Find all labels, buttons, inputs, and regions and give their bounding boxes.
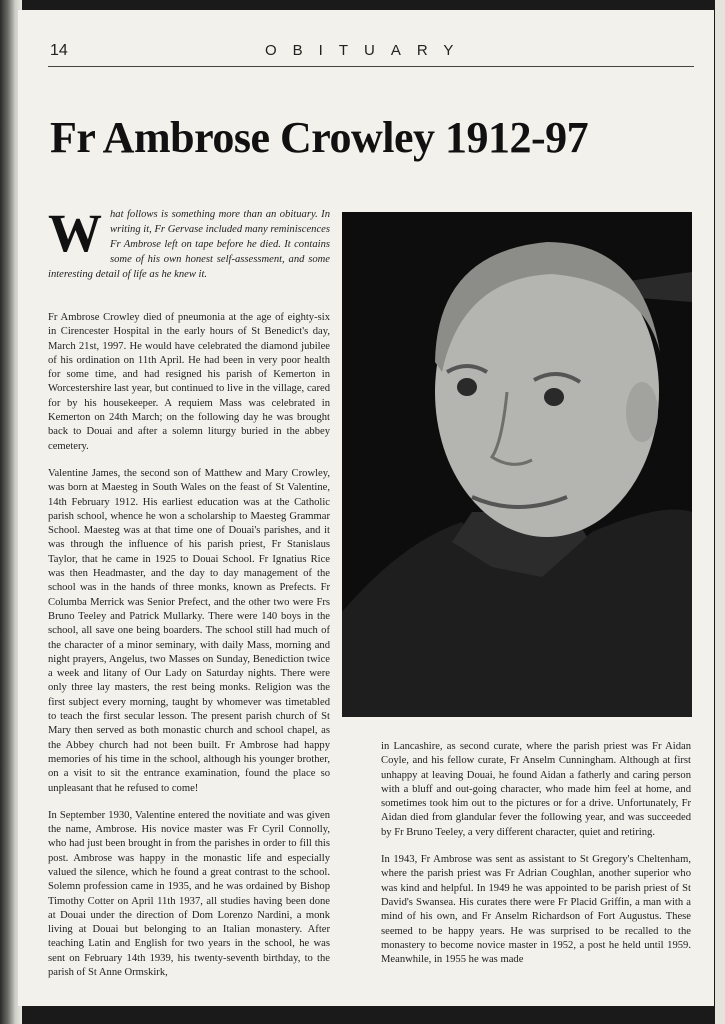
article-title: Fr Ambrose Crowley 1912-97: [50, 113, 589, 162]
column-right: [381, 740, 691, 980]
paragraph-cheltenham: In 1943, Fr Ambrose was sent as assistant to St Gregory's Cheltenham, where the parish priest was Fr Adrian Coughlan, another superior who was kind and helpful. In 1949 he was appointed to be parish priest of St David's Swansea. His curates there were Fr Placid Griffin, a man with a mind of his own, and Fr Anselm Richardson of Fort Augustus. These seemed to be happy years. He was surprised to be recalled to the monastery to become novice master in 1952, a post he held until 1959. Meanwhile, in 1955 he was made: [381, 854, 691, 966]
header-rule: [48, 66, 694, 67]
paragraph-death: Fr Ambrose Crowley died of pneumonia at the age of eighty-six in Cirencester Hospital in the early hours of St Benedict's day, March 21st, 1997. He would have celebrated the diamond jubilee of his ordination on 11th April. He had been in very poor health for some time, and had resigned his parish of Kemerton in Worcestershire last year, but continued to live in the village, cared for by his housekeeper. A requiem Mass was celebrated in Kemerton on 24th March; on the following day he was brought back to Douai and after a solemn liturgy buried in the abbey cemetery.: [48, 312, 330, 452]
drop-cap: W: [48, 203, 102, 263]
column-left: [48, 311, 330, 993]
intro-paragraph: [48, 203, 330, 283]
paragraph-ormskirk: in Lancashire, as second curate, where the parish priest was Fr Aidan Coyle, and his fellow curate, Fr Anselm Cunningham. Although at first unhappy at leaving Douai, he found Aidan a fatherly and caring person with a bluff and out-going character, who made him feel at home, and sometimes took him out to the pictures or for a drive. Unfortunately, Fr Aidan died from glandular fever the following year, and was succeeded by Fr Bruno Teeley, a very different character, quiet and retiring.: [381, 741, 691, 838]
portrait-photo: [342, 212, 692, 717]
paragraph-novitiate: In September 1930, Valentine entered the novitiate and was given the name, Ambrose. His novice master was Fr Cyril Connolly, who had just been brought in from the parishes in order to fill this post. Ambrose was happy in the monastic life and especially valued the silence, which he found a great contrast to the school. Solemn profession came in 1935, and he was ordained by Bishop Timothy Cotter on April 11th 1937, all studies having been done at Douai under the direction of Dom Lorenzo Nardini, a monk living at Douai but belonging to an Italian monastery. After teaching Latin and English for two years in the school, he was sent on February 14th 1939, his twenty-seventh birthday, to the parish of St Anne Ormskirk,: [48, 809, 330, 979]
paragraph-early-life: Valentine James, the second son of Matthew and Mary Crowley, was born at Maesteg in South Wales on the feast of St Valentine, 14th February 1912. His earliest education was at the Catholic parish school, whence he won a scholarship to Maesteg Grammar School. Maesteg was at that time one of Douai's parishes, and it was through the influence of his parish priest, Fr Stanislaus Taylor, that he came in 1925 to Douai School. Fr Ignatius Rice was then Headmaster, and the day to day management of the school was in the hands of three monks, known as Prefects. Fr Columba Merrick was Senior Prefect, and the other two were Frs Bruno Teeley and Patrick Mullarky. There were 140 boys in the school, all save one being boarders. The school still had much of the character of a minor seminary, with daily Mass, morning and night prayers, Angelus, two Masses on Sunday, Benediction twice a week and litany of Our Lady on Saturday nights. There were only three lay masters, the rest being monks. Religion was the first subject every morning, taught by whomever was timetabled to teach the first secular lesson. The present parish church of St Mary then served as both monastic church and school chapel, as the Abbey church had not been built. Fr Ambrose had happy memories of his time in the school, although his younger brother, on a visit to sit the entrance examination, found the place so unpleasant that he refused to come!: [48, 467, 330, 794]
section-heading: OBITUARY: [265, 42, 470, 59]
portrait-image: [342, 212, 692, 717]
page-edge: [715, 0, 725, 1024]
intro-text: hat follows is something more than an obituary. In writing it, Fr Gervase included many reminiscences Fr Ambrose left on tape before he died. It contains some of his own honest self-assessment, and some interesting detail of life as he knew it.: [48, 209, 330, 280]
page-number: 14: [50, 42, 68, 59]
